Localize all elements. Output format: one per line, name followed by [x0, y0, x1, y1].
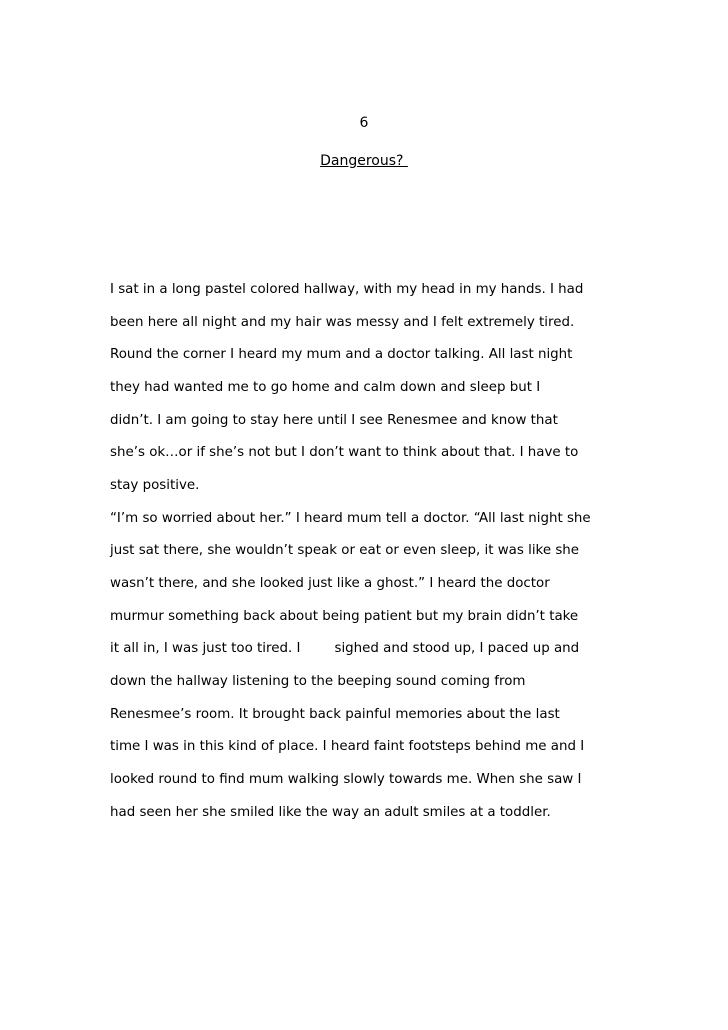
text-line: just sat there, she wouldn’t speak or eat or even sleep, it was like she [110, 543, 580, 559]
body-text [110, 279, 630, 834]
chapter-number: 6 [359, 115, 369, 131]
text-line: “I’m so worried about her.” I heard mum tell a doctor. “All last night she [110, 510, 591, 526]
text-line: didn’t. I am going to stay here until I see Renesmee and know that [110, 412, 558, 428]
text-line: stay positive. [110, 477, 200, 493]
text-line: murmur something back about being patient but my brain didn’t take [110, 608, 579, 624]
text-line: wasn’t there, and she looked just like a ghost.” I heard the doctor [110, 575, 550, 591]
chapter-title: Dangerous? [320, 153, 408, 169]
text-line: down the hallway listening to the beeping sound coming from [110, 673, 526, 689]
text-line: she’s ok…or if she’s not but I don’t want to think about that. I have to [110, 445, 579, 461]
text-line: it all in, I was just too tired. I sighed and stood up, I paced up and [110, 641, 580, 657]
chapter-title-wrapper [0, 152, 728, 170]
text-line: they had wanted me to go home and calm down and sleep but I [110, 379, 541, 395]
text-line: Round the corner I heard my mum and a doctor talking. All last night [110, 347, 573, 363]
text-line: had seen her she smiled like the way an adult smiles at a toddler. [110, 804, 551, 820]
text-line: time I was in this kind of place. I heard faint footsteps behind me and I [110, 739, 585, 755]
text-line: been here all night and my hair was messy and I felt extremely tired. [110, 314, 575, 330]
text-line: I sat in a long pastel colored hallway, with my head in my hands. I had [110, 282, 584, 297]
text-line: looked round to find mum walking slowly towards me. When she saw I [110, 771, 582, 787]
text-line: Renesmee’s room. It brought back painful memories about the last [110, 706, 560, 722]
